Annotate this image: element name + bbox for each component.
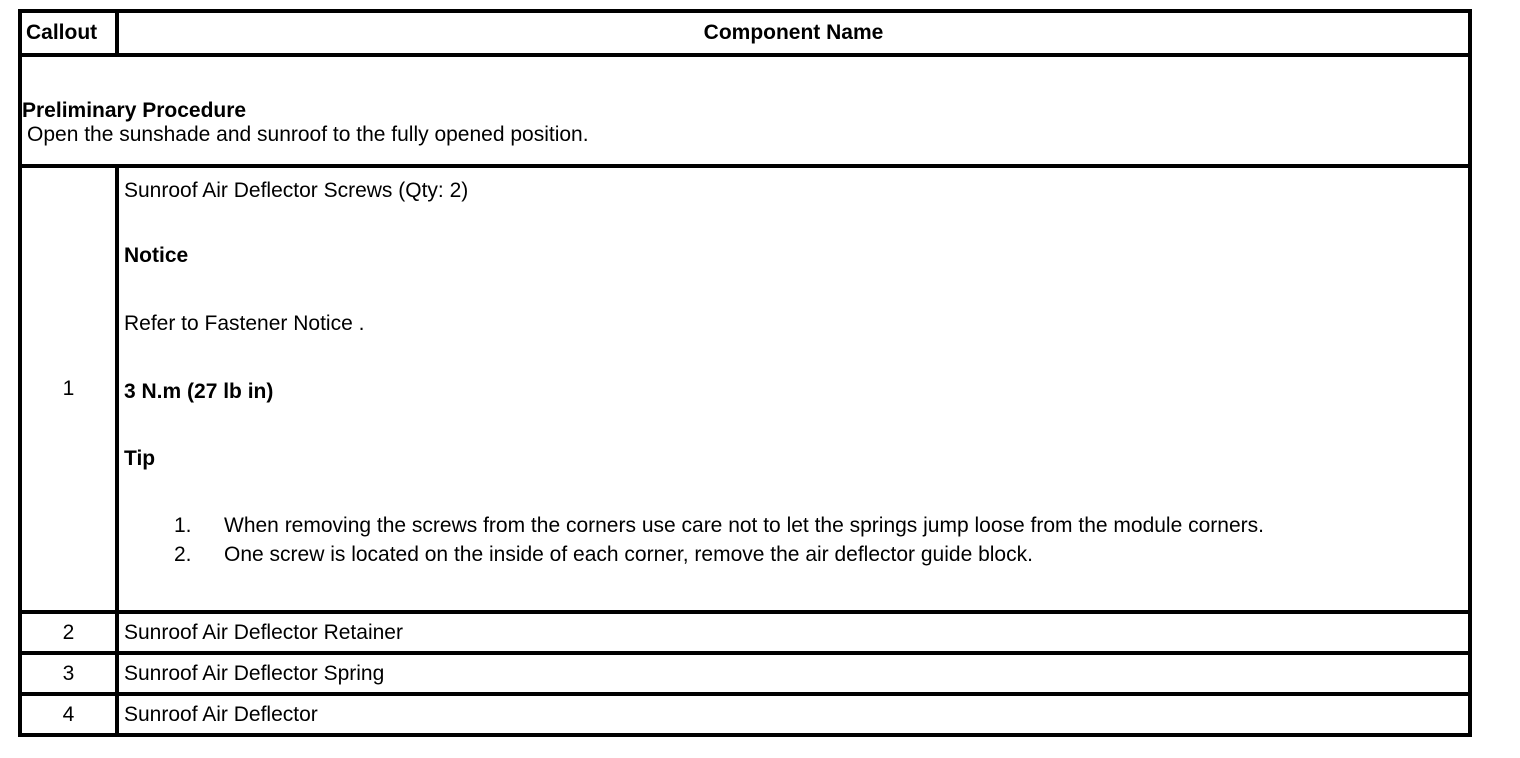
callout-number: 4: [20, 694, 117, 735]
callout-number: 1: [20, 166, 117, 612]
preliminary-procedure-cell: [20, 55, 1470, 166]
notice-text: Refer to Fastener Notice .: [124, 312, 365, 335]
callout-number: 3: [20, 653, 117, 694]
table-row: [20, 653, 1470, 694]
component-name: Sunroof Air Deflector Screws (Qty: 2): [124, 179, 469, 202]
torque-spec: 3 N.m (27 lb in): [124, 380, 274, 403]
list-item: [174, 511, 1264, 540]
tip-list: [174, 511, 1264, 569]
list-item: [174, 540, 1264, 569]
preliminary-procedure-text: Open the sunshade and sunroof to the fully opened position.: [27, 123, 589, 146]
preliminary-procedure-row: [20, 55, 1470, 166]
table-row: [20, 612, 1470, 653]
component-name: Sunroof Air Deflector Retainer: [117, 612, 1470, 653]
component-name-column-header: Component Name: [117, 11, 1470, 55]
tip-text: One screw is located on the inside of each corner, remove the air deflector guide block.: [224, 543, 1033, 566]
callout-column-header: Callout: [20, 11, 117, 55]
component-cell: [117, 166, 1470, 612]
tip-text: When removing the screws from the corners use care not to let the springs jump loose from the module corners.: [224, 514, 1264, 537]
component-table: [18, 9, 1472, 737]
table-header-row: [20, 11, 1470, 55]
callout-number: 2: [20, 612, 117, 653]
tip-number: 2.: [174, 543, 192, 566]
component-name: Sunroof Air Deflector Spring: [117, 653, 1470, 694]
table-row: [20, 166, 1470, 612]
tip-heading: Tip: [124, 447, 156, 470]
tip-number: 1.: [174, 514, 192, 537]
table-row: [20, 694, 1470, 735]
notice-heading: Notice: [124, 244, 189, 267]
preliminary-procedure-title: Preliminary Procedure: [22, 98, 247, 122]
component-name: Sunroof Air Deflector: [117, 694, 1470, 735]
